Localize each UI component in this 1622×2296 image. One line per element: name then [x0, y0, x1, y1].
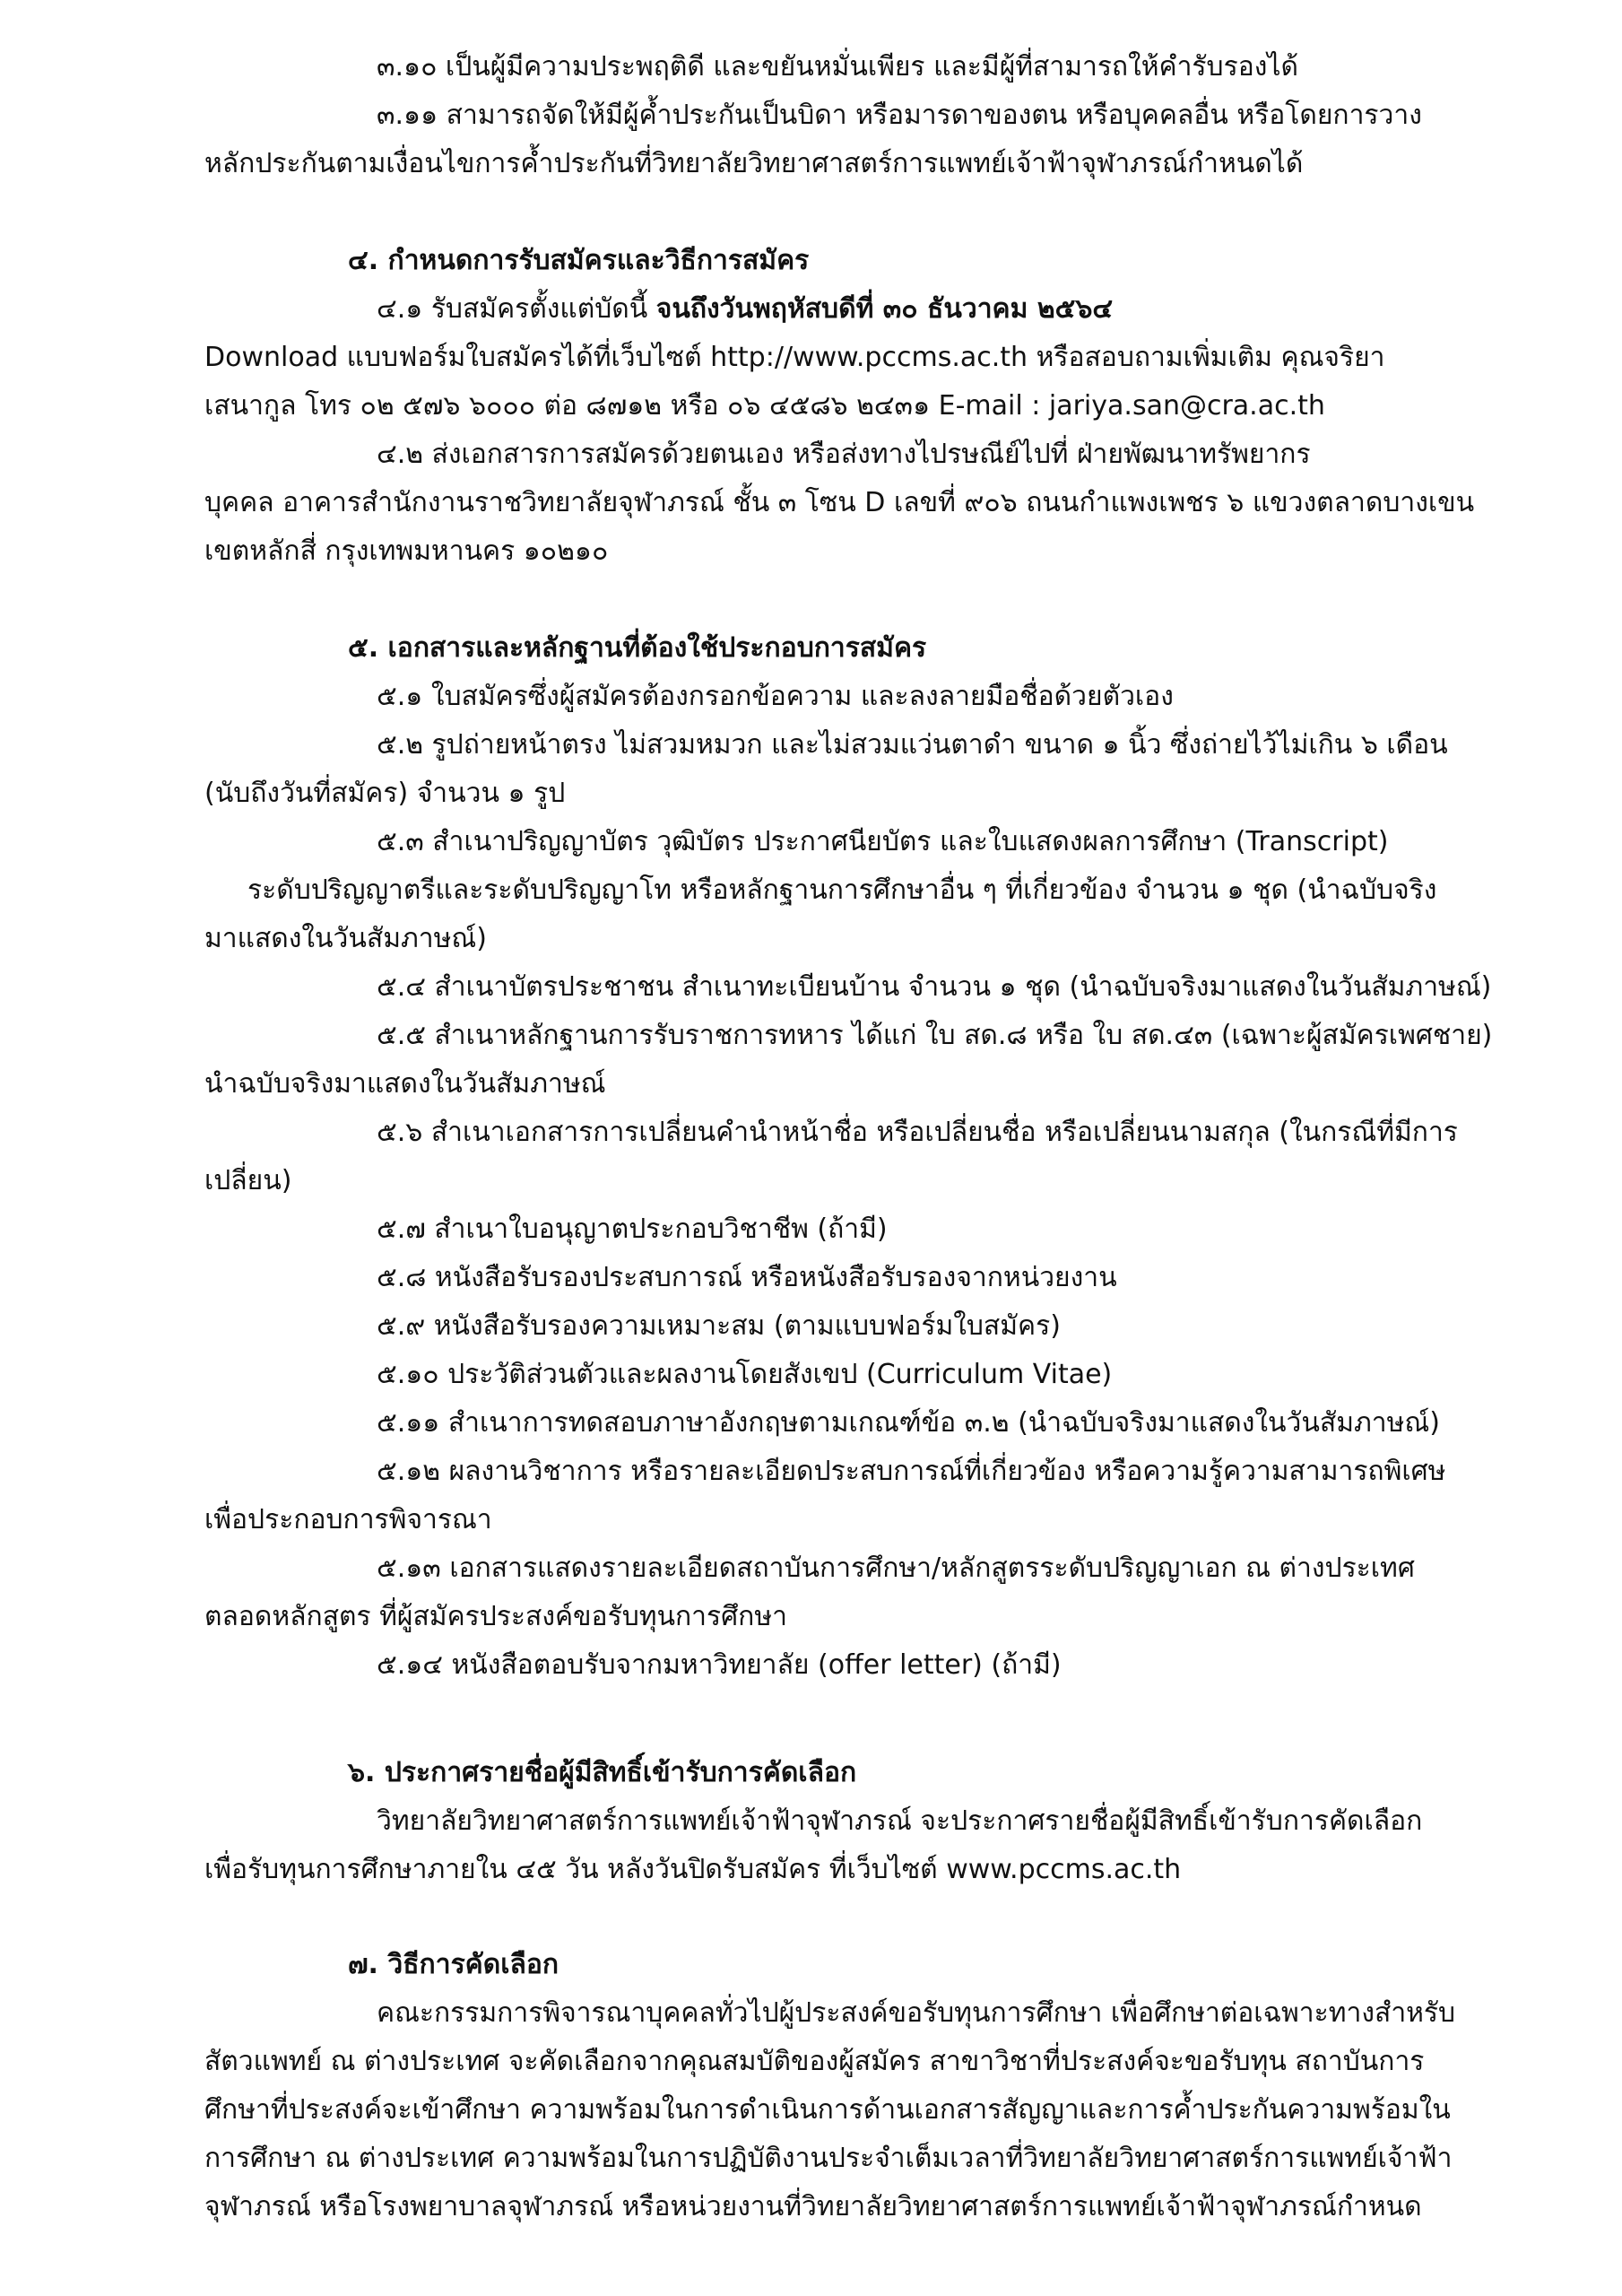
item-4-1-deadline: จนถึงวันพฤหัสบดีที่ ๓๐ ธันวาคม ๒๕๖๔: [655, 293, 1114, 325]
item-3-11-cont: หลักประกันตามเงื่อนไขการค้ำประกันที่วิทยาลัยวิทยาศาสตร์การแพทย์เจ้าฟ้าจุฬาภรณ์กำหนดได้: [204, 148, 1304, 179]
item-5-7: ๕.๗ สำเนาใบอนุญาตประกอบวิชาชีพ (ถ้ามี): [377, 1213, 888, 1245]
section-4-heading: ๔. กำหนดการรับสมัครและวิธีการสมัคร: [348, 245, 810, 276]
item-4-2-address-cont: เขตหลักสี่ กรุงเทพมหานคร ๑๐๒๑๐: [204, 535, 609, 567]
item-4-2-address: บุคคล อาคารสำนักงานราชวิทยาลัยจุฬาภรณ์ ชั้น ๓ โซน D เลขที่ ๙๐๖ ถนนกำแพงเพชร ๖ แขวงตลาดบางเขน: [204, 487, 1475, 518]
item-5-3-cont2: มาแสดงในวันสัมภาษณ์): [204, 923, 487, 954]
item-5-5: ๕.๕ สำเนาหลักฐานการรับราชการทหาร ได้แก่ ใบ สด.๘ หรือ ใบ สด.๔๓ (เฉพาะผู้สมัครเพศชาย): [377, 1020, 1493, 1051]
item-5-14: ๕.๑๔ หนังสือตอบรับจากมหาวิทยาลัย (offer letter) (ถ้ามี): [377, 1649, 1062, 1681]
item-5-2-cont: (นับถึงวันที่สมัคร) จำนวน ๑ รูป: [204, 778, 566, 809]
item-5-12: ๕.๑๒ ผลงานวิชาการ หรือรายละเอียดประสบการณ์ที่เกี่ยวข้อง หรือความรู้ความสามารถพิเศษ: [377, 1456, 1446, 1487]
item-4-1: [204, 285, 1496, 334]
item-5-4: ๕.๔ สำเนาบัตรประชาชน สำเนาทะเบียนบ้าน จำนวน ๑ ชุด (นำฉบับจริงมาแสดงในวันสัมภาษณ์): [377, 971, 1492, 1003]
section-7-text-4: การศึกษา ณ ต่างประเทศ ความพร้อมในการปฏิบัติงานประจำเต็มเวลาที่วิทยาลัยวิทยาศาสตร์การแพทย์เจ้าฟ้า: [204, 2143, 1453, 2174]
section-7-text: คณะกรรมการพิจารณาบุคคลทั่วไปผู้ประสงค์ขอรับทุนการศึกษา เพื่อศึกษาต่อเฉพาะทางสำหรับ: [377, 1997, 1456, 2029]
section-7-text-2: สัตวแพทย์ ณ ต่างประเทศ จะคัดเลือกจากคุณสมบัติของผู้สมัคร สาขาวิชาที่ประสงค์จะขอรับทุน สถาบันการ: [204, 2046, 1425, 2077]
section-6-heading: ๖. ประกาศรายชื่อผู้มีสิทธิ์เข้ารับการคัดเลือก: [348, 1757, 857, 1788]
section-5: [204, 624, 1496, 1690]
section-7-text-5: จุฬาภรณ์ หรือโรงพยาบาลจุฬาภรณ์ หรือหน่วยงานที่วิทยาลัยวิทยาศาสตร์การแพทย์เจ้าฟ้าจุฬาภรณ์กำหนด: [204, 2191, 1422, 2222]
item-5-6: ๕.๖ สำเนาเอกสารการเปลี่ยนคำนำหน้าชื่อ หรือเปลี่ยนชื่อ หรือเปลี่ยนนามสกุล (ในกรณีที่มีการ: [377, 1117, 1458, 1148]
item-3-11: ๓.๑๑ สามารถจัดให้มีผู้ค้ำประกันเป็นบิดา หรือมารดาของตน หรือบุคคลอื่น หรือโดยการวาง: [377, 100, 1422, 131]
item-5-13-cont: ตลอดหลักสูตร ที่ผู้สมัครประสงค์ขอรับทุนการศึกษา: [204, 1601, 787, 1632]
item-4-1-contact: เสนากูล โทร ๐๒ ๕๗๖ ๖๐๐๐ ต่อ ๘๗๑๒ หรือ ๐๖ ๔๕๘๖ ๒๔๓๑ E-mail : jariya.san@cra.ac.th: [204, 390, 1325, 422]
section-7-text-3: ศึกษาที่ประสงค์จะเข้าศึกษา ความพร้อมในการดำเนินการด้านเอกสารสัญญาและการค้ำประกันความพร้อมใน: [204, 2094, 1451, 2126]
section-5-heading: ๕. เอกสารและหลักฐานที่ต้องใช้ประกอบการสมัคร: [348, 632, 927, 664]
item-4-1-download: Download แบบฟอร์มใบสมัครได้ที่เว็บไซต์ http://www.pccms.ac.th หรือสอบถามเพิ่มเติม คุณจริยา: [204, 342, 1385, 373]
item-5-3: ๕.๓ สำเนาปริญญาบัตร วุฒิบัตร ประกาศนียบัตร และใบแสดงผลการศึกษา (Transcript): [377, 826, 1389, 857]
section-7-heading: ๗. วิธีการคัดเลือก: [348, 1949, 559, 1980]
section-4: [204, 237, 1496, 576]
item-5-13: ๕.๑๓ เอกสารแสดงรายละเอียดสถาบันการศึกษา/หลักสูตรระดับปริญญาเอก ณ ต่างประเทศ: [377, 1552, 1415, 1584]
item-4-1-text: ๔.๑ รับสมัครตั้งแต่บัดนี้: [377, 293, 656, 325]
item-5-12-cont: เพื่อประกอบการพิจารณา: [204, 1504, 492, 1535]
item-5-5-cont: นำฉบับจริงมาแสดงในวันสัมภาษณ์: [204, 1068, 606, 1100]
item-5-6-cont: เปลี่ยน): [204, 1165, 292, 1196]
section-6: [204, 1749, 1496, 1894]
item-3-10: ๓.๑๐ เป็นผู้มีความประพฤติดี และขยันหมั่นเพียร และมีผู้ที่สามารถให้คำรับรองได้: [377, 51, 1298, 83]
section-6-text-cont: เพื่อรับทุนการศึกษาภายใน ๔๕ วัน หลังวันปิดรับสมัคร ที่เว็บไซต์ www.pccms.ac.th: [204, 1854, 1182, 1885]
item-5-3-cont: ระดับปริญญาตรีและระดับปริญญาโท หรือหลักฐานการศึกษาอื่น ๆ ที่เกี่ยวข้อง จำนวน ๑ ชุด (นำฉบับจริง: [247, 874, 1437, 906]
item-5-10: ๕.๑๐ ประวัติส่วนตัวและผลงานโดยสังเขป (Curriculum Vitae): [377, 1359, 1113, 1390]
section-7: [204, 1941, 1496, 2231]
item-5-11: ๕.๑๑ สำเนาการทดสอบภาษาอังกฤษตามเกณฑ์ข้อ ๓.๒ (นำฉบับจริงมาแสดงในวันสัมภาษณ์): [377, 1407, 1440, 1439]
item-5-2: ๕.๒ รูปถ่ายหน้าตรง ไม่สวมหมวก และไม่สวมแว่นตาดำ ขนาด ๑ นิ้ว ซึ่งถ่ายไว้ไม่เกิน ๖ เดือน: [377, 729, 1448, 761]
item-5-8: ๕.๘ หนังสือรับรองประสบการณ์ หรือหนังสือรับรองจากหน่วยงาน: [377, 1262, 1117, 1293]
item-5-1: ๕.๑ ใบสมัครซึ่งผู้สมัครต้องกรอกข้อความ และลงลายมือชื่อด้วยตัวเอง: [377, 681, 1174, 712]
item-5-9: ๕.๙ หนังสือรับรองความเหมาะสม (ตามแบบฟอร์มใบสมัคร): [377, 1310, 1061, 1342]
item-4-2: ๔.๒ ส่งเอกสารการสมัครด้วยตนเอง หรือส่งทางไปรษณีย์ไปที่ ฝ่ายพัฒนาทรัพยากร: [377, 439, 1311, 470]
section-6-text: วิทยาลัยวิทยาศาสตร์การแพทย์เจ้าฟ้าจุฬาภรณ์ จะประกาศรายชื่อผู้มีสิทธิ์เข้ารับการคัดเลือก: [377, 1805, 1423, 1837]
section-3-continued: [204, 43, 1496, 188]
